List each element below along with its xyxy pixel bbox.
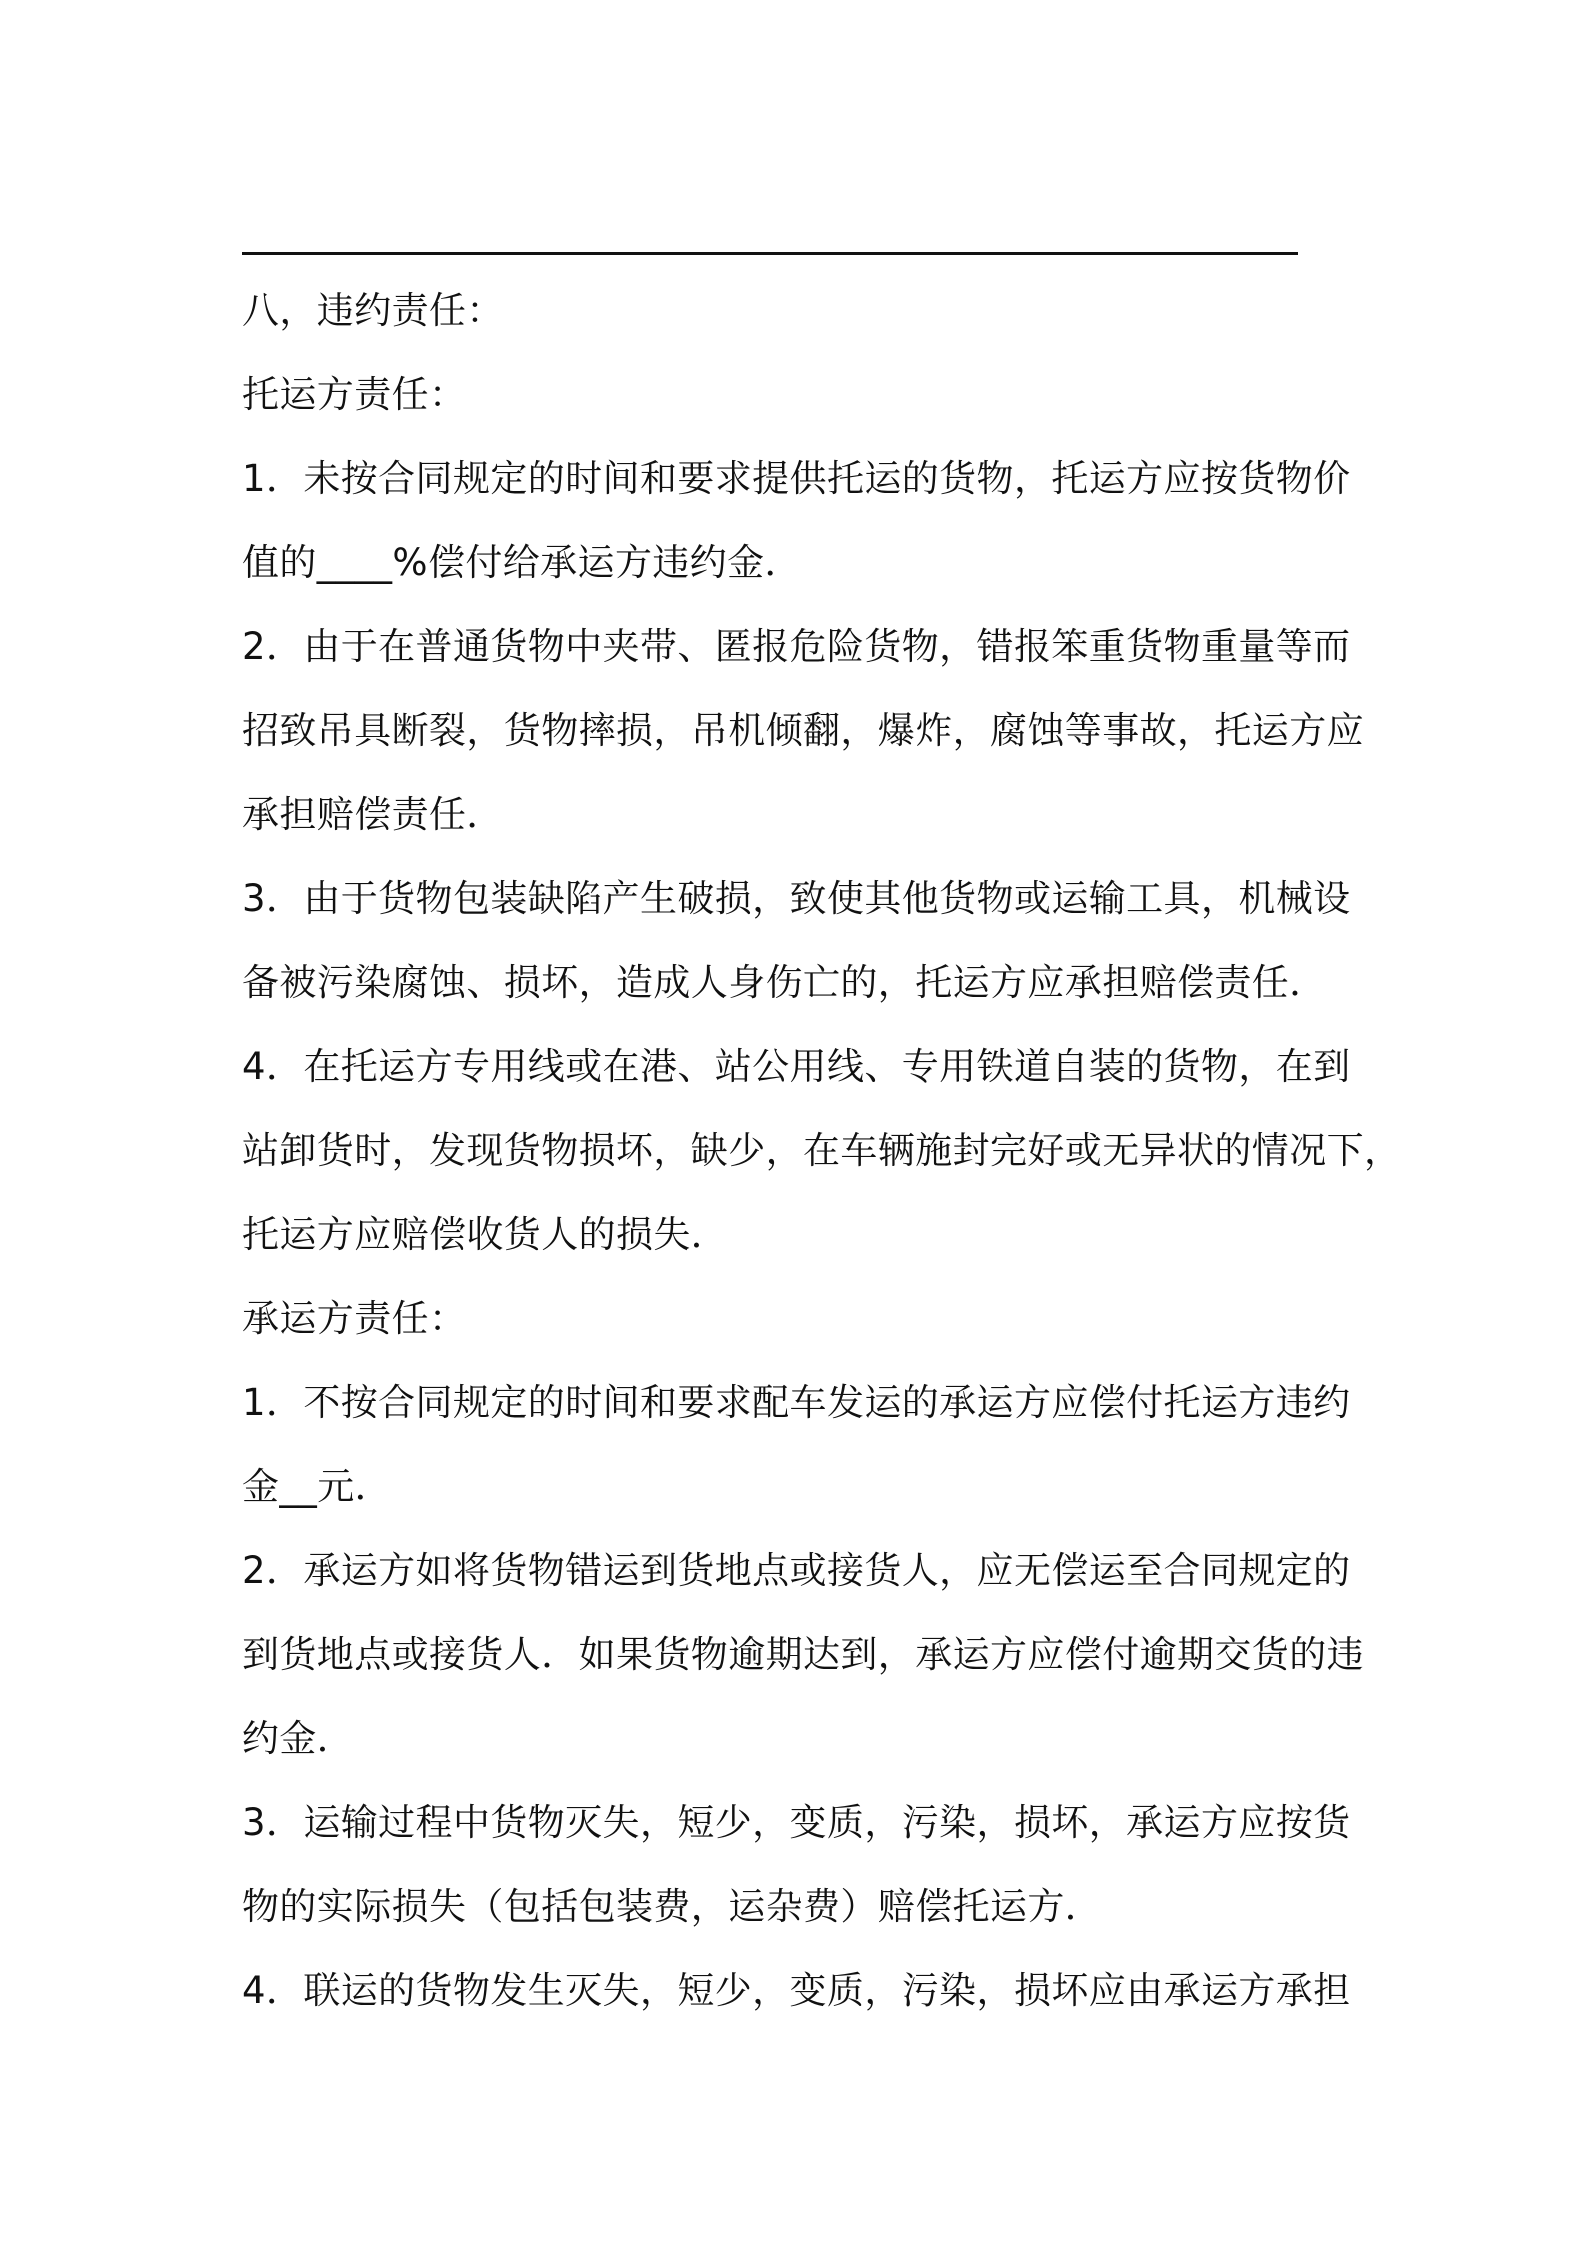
clause-text-line: 到货地点或接货人．如果货物逾期达到，承运方应偿付逾期交货的违 <box>242 1633 1364 1676</box>
clause-text-line: 托运方应赔偿收货人的损失． <box>242 1213 729 1256</box>
clause-text-line: 1．不按合同规定的时间和要求配车发运的承运方应偿付托运方违约 <box>242 1381 1351 1424</box>
clause-text-line: 值的____%偿付给承运方违约金． <box>242 541 802 584</box>
clause-text-line: 物的实际损失（包括包装费，运杂费）赔偿托运方． <box>242 1885 1103 1928</box>
clause-text-line: 2．承运方如将货物错运到货地点或接货人，应无偿运至合同规定的 <box>242 1549 1351 1592</box>
clause-text-line: 4．联运的货物发生灭失，短少，变质，污染，损坏应由承运方承担 <box>242 1969 1351 2012</box>
clause-text-line: 3．运输过程中货物灭失，短少，变质，污染，损坏，承运方应按货 <box>242 1801 1351 1844</box>
section-heading: 八，违约责任： <box>242 289 504 332</box>
clause-text-line: 1．未按合同规定的时间和要求提供托运的货物，托运方应按货物价 <box>242 457 1351 500</box>
clause-text-line: 站卸货时，发现货物损坏，缺少，在车辆施封完好或无异状的情况下， <box>242 1129 1402 1172</box>
subsection-heading-shipper: 托运方责任： <box>242 373 467 416</box>
clause-text-line: 备被污染腐蚀、损坏，造成人身伤亡的，托运方应承担赔偿责任． <box>242 961 1327 1004</box>
clause-text-line: 金__元． <box>242 1465 392 1508</box>
clause-text-line: 2．由于在普通货物中夹带、匿报危险货物，错报笨重货物重量等而 <box>242 625 1351 668</box>
blank-fill-line <box>242 252 1298 255</box>
clause-text-line: 3．由于货物包装缺陷产生破损，致使其他货物或运输工具，机械设 <box>242 877 1351 920</box>
clause-text-line: 4．在托运方专用线或在港、站公用线、专用铁道自装的货物，在到 <box>242 1045 1351 1088</box>
clause-text-line: 承担赔偿责任． <box>242 793 504 836</box>
clause-text-line: 招致吊具断裂，货物摔损，吊机倾翻，爆炸，腐蚀等事故，托运方应 <box>242 709 1364 752</box>
subsection-heading-carrier: 承运方责任： <box>242 1297 467 1340</box>
clause-text-line: 约金． <box>242 1717 355 1760</box>
